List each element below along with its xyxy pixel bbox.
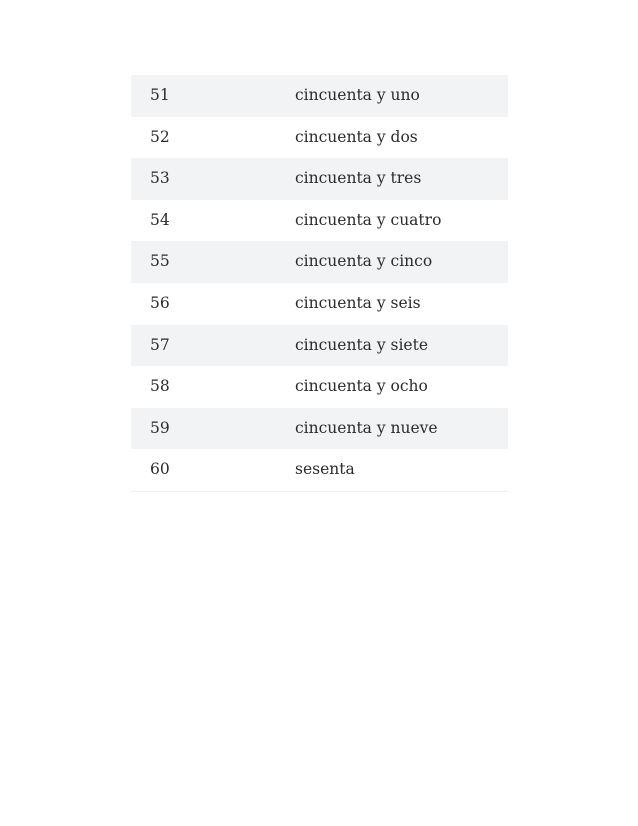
number-cell: 51 xyxy=(150,86,170,104)
table-row xyxy=(131,283,508,325)
number-cell: 52 xyxy=(150,127,170,146)
number-cell: 53 xyxy=(150,169,170,188)
word-cell: cincuenta y uno xyxy=(295,86,420,104)
number-cell: 54 xyxy=(150,210,170,229)
number-cell: 57 xyxy=(150,335,170,354)
table-row xyxy=(131,200,508,242)
table-row xyxy=(131,117,508,159)
number-cell: 55 xyxy=(150,252,170,271)
word-cell: cincuenta y siete xyxy=(295,335,429,354)
table-row xyxy=(131,449,508,491)
word-cell: cincuenta y cuatro xyxy=(295,210,442,229)
table-row xyxy=(131,158,508,200)
word-cell: cincuenta y cinco xyxy=(295,252,433,271)
number-cell: 58 xyxy=(150,377,170,396)
word-cell: cincuenta y nueve xyxy=(295,418,438,437)
number-cell: 56 xyxy=(150,293,170,312)
table-row xyxy=(131,408,508,450)
numbers-table xyxy=(131,75,508,492)
word-cell: sesenta xyxy=(295,460,355,479)
word-cell: cincuenta y tres xyxy=(295,169,422,188)
word-cell: cincuenta y dos xyxy=(295,127,418,146)
table-row xyxy=(131,366,508,408)
table-row xyxy=(131,75,508,117)
word-cell: cincuenta y seis xyxy=(295,293,421,312)
number-cell: 60 xyxy=(150,460,170,479)
table-row xyxy=(131,241,508,283)
word-cell: cincuenta y ocho xyxy=(295,377,428,396)
number-cell: 59 xyxy=(150,418,170,437)
table-row xyxy=(131,325,508,367)
